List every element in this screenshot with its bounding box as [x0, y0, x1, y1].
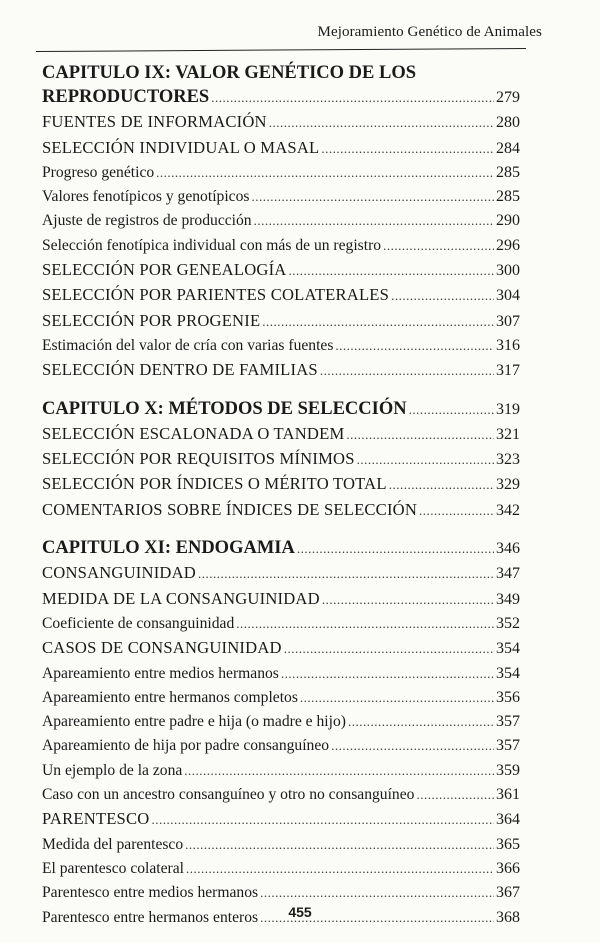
dot-leader	[262, 310, 494, 334]
entry-page-number: 304	[496, 287, 520, 305]
toc-entry	[42, 636, 520, 661]
entry-page-number: 357	[496, 737, 520, 755]
entry-page-number: 352	[496, 614, 520, 632]
entry-label: CASOS DE CONSANGUINIDAD	[42, 638, 282, 658]
header-rule	[36, 48, 526, 52]
entry-page-number: 317	[496, 362, 520, 380]
entry-label: SELECCIÓN POR REQUISITOS MÍNIMOS	[42, 449, 355, 469]
entry-label: Ajuste de registros de producción	[42, 212, 252, 230]
toc-entry	[42, 110, 520, 135]
dot-leader	[198, 562, 494, 586]
toc-entry	[42, 587, 520, 612]
toc-entry	[42, 161, 520, 185]
dot-leader	[297, 537, 494, 561]
entry-page-number: 359	[496, 761, 520, 779]
entry-page-number: 307	[496, 312, 520, 330]
entry-label: Apareamiento de hija por padre consanguíneo	[42, 737, 330, 755]
dot-leader	[284, 637, 494, 661]
dot-leader	[288, 259, 494, 283]
entry-page-number: 296	[496, 236, 520, 254]
entry-page-number: 364	[496, 811, 520, 829]
toc-entry	[42, 185, 520, 209]
toc-entry	[42, 472, 520, 497]
chapter-section	[42, 523, 520, 930]
dot-leader	[348, 710, 494, 734]
entry-label: REPRODUCTORES	[42, 87, 210, 107]
entry-page-number: 321	[496, 425, 520, 443]
entry-page-number: 316	[496, 336, 520, 354]
dot-leader	[151, 808, 494, 832]
toc-entry	[42, 857, 520, 881]
entry-page-number: 290	[496, 212, 520, 230]
entry-label: COMENTARIOS SOBRE ÍNDICES DE SELECCIÓN	[42, 499, 418, 519]
toc-entry	[42, 422, 520, 447]
dot-leader	[357, 448, 494, 472]
entry-page-number: 367	[496, 884, 520, 902]
entry-page-number: 356	[496, 688, 520, 706]
dot-leader	[391, 284, 494, 308]
entry-page-number: 279	[496, 89, 520, 106]
entry-label: SELECCIÓN POR GENEALOGÍA	[42, 260, 287, 280]
dot-leader	[300, 686, 494, 710]
toc-entry	[42, 258, 520, 283]
toc-entry	[42, 358, 520, 383]
dot-leader	[389, 473, 494, 497]
toc-entry	[42, 759, 520, 783]
dot-leader	[156, 161, 494, 185]
entry-label: CONSANGUINIDAD	[42, 563, 196, 583]
toc-entry	[42, 783, 520, 807]
entry-page-number: 285	[496, 188, 520, 206]
toc-entry	[42, 734, 520, 758]
entry-label: Progreso genético	[42, 163, 155, 181]
chapter-entry	[42, 85, 520, 110]
entry-page-number: 368	[496, 908, 520, 926]
entry-label: SELECCIÓN POR PROGENIE	[42, 310, 261, 330]
toc-entry	[42, 686, 520, 710]
toc-entry	[42, 498, 520, 523]
entry-label: PARENTESCO	[42, 809, 150, 829]
toc-entry	[42, 209, 520, 233]
entry-label: Medida del parentesco	[42, 835, 184, 853]
dot-leader	[383, 234, 494, 258]
entry-label: CAPITULO XI: ENDOGAMIA	[42, 538, 295, 559]
entry-page-number: 285	[496, 163, 520, 181]
dot-leader	[322, 588, 494, 612]
entry-label: El parentesco colateral	[42, 859, 184, 877]
entry-page-number: 319	[496, 400, 520, 418]
entry-label: Parentesco entre medios hermanos	[42, 884, 259, 902]
entry-label: SELECCIÓN ESCALONADA O TANDEM	[42, 423, 345, 443]
dot-leader	[320, 359, 494, 383]
entry-label: SELECCIÓN DENTRO DE FAMILIAS	[42, 360, 318, 380]
entry-label: SELECCIÓN POR ÍNDICES O MÉRITO TOTAL	[42, 474, 387, 494]
entry-page-number: 280	[496, 114, 520, 132]
dot-leader	[184, 759, 494, 783]
entry-page-number: 300	[496, 262, 520, 280]
entry-page-number: 323	[496, 451, 520, 469]
chapter-entry	[42, 536, 520, 561]
entry-label: CAPITULO X: MÉTODOS DE SELECCIÓN	[42, 398, 407, 419]
entry-label: SELECCIÓN INDIVIDUAL O MASAL	[42, 137, 320, 157]
entry-label: Selección fenotípica individual con más de un registro	[42, 236, 382, 254]
chapter-entry	[42, 397, 520, 422]
chapter-section	[42, 384, 520, 523]
entry-page-number: 354	[496, 664, 520, 682]
dot-leader	[281, 662, 494, 686]
entry-label: Parentesco entre hermanos enteros	[42, 908, 259, 926]
entry-label: Un ejemplo de la zona	[42, 761, 183, 779]
dot-leader	[419, 499, 494, 523]
entry-page-number: 329	[496, 476, 520, 494]
entry-page-number: 365	[496, 835, 520, 853]
toc-entry	[42, 283, 520, 308]
entry-label: FUENTES DE INFORMACIÓN	[42, 112, 267, 132]
section-gap	[42, 384, 520, 397]
running-header: Mejoramiento Genético de Animales	[317, 24, 542, 40]
entry-label: Valores fenotípicos y genotípicos	[42, 188, 250, 206]
chapter-title: CAPITULO IX: VALOR GENÉTICO DE LOS	[42, 63, 417, 83]
toc-entry	[42, 662, 520, 686]
entry-page-number: 354	[496, 640, 520, 658]
dot-leader	[254, 209, 494, 233]
entry-label: Apareamiento entre padre e hija (o madre e hijo)	[42, 713, 346, 731]
entry-page-number: 349	[496, 590, 520, 608]
dot-leader	[416, 783, 494, 807]
entry-label: Caso con un ancestro consanguíneo y otro no consanguíneo	[42, 786, 415, 804]
section-gap	[42, 523, 520, 536]
entry-label: Coeficiente de consanguinidad	[42, 614, 235, 632]
entry-page-number: 342	[496, 501, 520, 519]
page-number: 455	[288, 904, 312, 920]
dot-leader	[211, 86, 494, 110]
toc-entry	[42, 309, 520, 334]
toc-entry	[42, 234, 520, 258]
entry-page-number: 346	[496, 540, 520, 558]
entry-label: Apareamiento entre medios hermanos	[42, 664, 279, 682]
entry-label: MEDIDA DE LA CONSANGUINIDAD	[42, 588, 320, 608]
entry-page-number: 361	[496, 786, 520, 804]
dot-leader	[321, 137, 494, 161]
toc-entry	[42, 136, 520, 161]
toc-entry	[42, 447, 520, 472]
entry-page-number: 366	[496, 859, 520, 877]
toc-entry	[42, 334, 520, 358]
toc-entry	[42, 612, 520, 636]
entry-page-number: 284	[496, 139, 520, 157]
dot-leader	[236, 612, 494, 636]
dot-leader	[260, 881, 494, 905]
table-of-contents	[42, 62, 520, 930]
dot-leader	[251, 185, 494, 209]
toc-entry	[42, 710, 520, 734]
dot-leader	[186, 857, 494, 881]
entry-label: Apareamiento entre hermanos completos	[42, 688, 298, 706]
entry-label: SELECCIÓN POR PARIENTES COLATERALES	[42, 285, 390, 305]
toc-entry	[42, 833, 520, 857]
entry-label: Estimación del valor de cría con varias fuentes	[42, 336, 334, 354]
dot-leader	[346, 423, 494, 447]
dot-leader	[335, 334, 494, 358]
toc-entry	[42, 561, 520, 586]
dot-leader	[185, 833, 494, 857]
chapter-section	[42, 62, 520, 384]
dot-leader	[269, 111, 494, 135]
entry-page-number: 347	[496, 565, 520, 583]
dot-leader	[409, 398, 494, 422]
entry-page-number: 357	[496, 713, 520, 731]
dot-leader	[331, 734, 494, 758]
toc-entry	[42, 881, 520, 905]
toc-entry	[42, 807, 520, 832]
